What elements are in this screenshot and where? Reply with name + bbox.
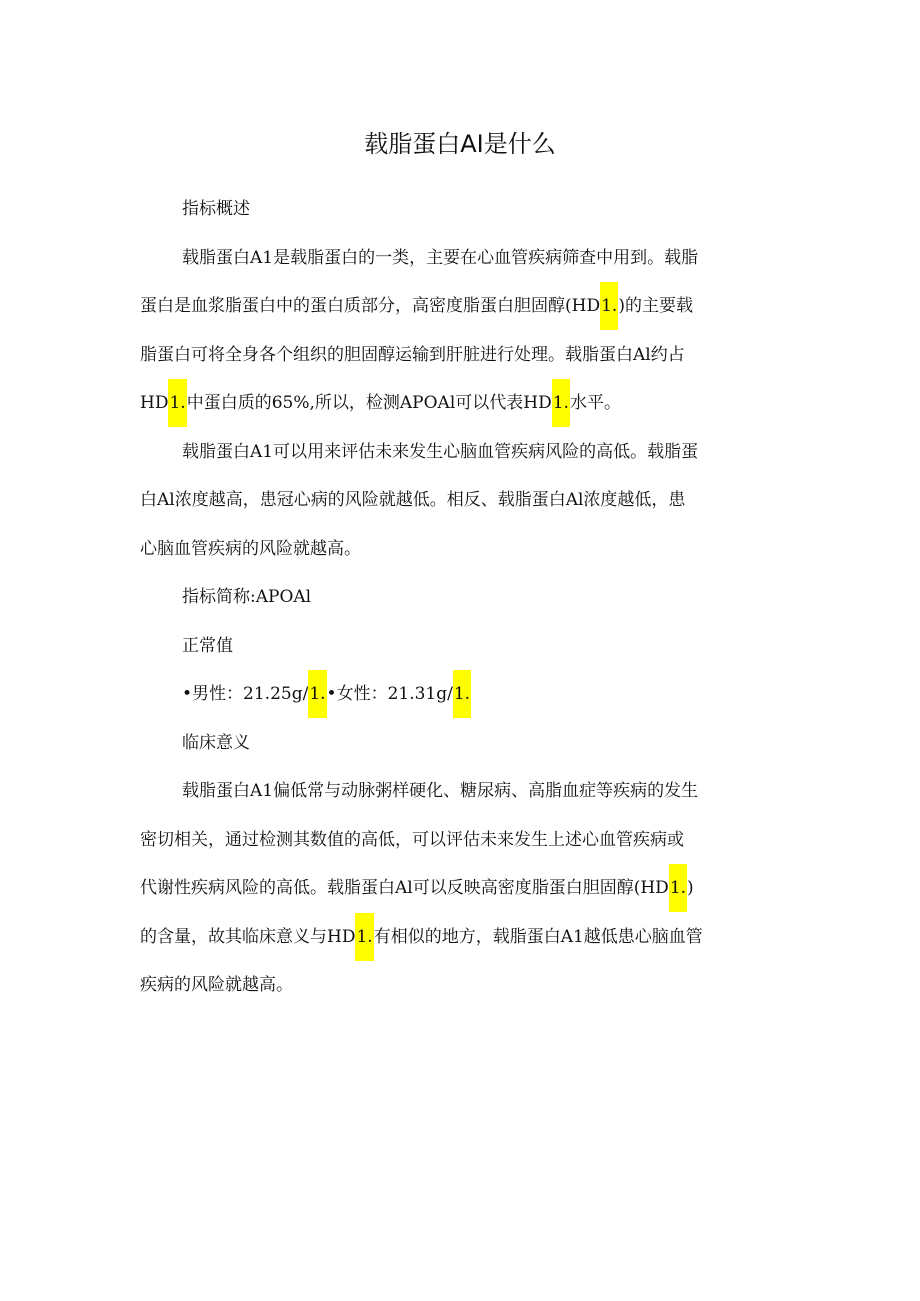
- text-line: 疾病的风险就越高。: [140, 975, 293, 995]
- highlight-mark: 1.: [453, 670, 471, 718]
- text-line: 载脂蛋白A1可以用来评估未来发生心脑血管疾病风险的高低。载脂蛋: [182, 441, 699, 462]
- text-line: [140, 925, 788, 949]
- text-line: [140, 294, 788, 318]
- text-line: [140, 391, 788, 415]
- overview-heading: 指标概述: [182, 199, 250, 219]
- text-line: 载脂蛋白A1偏低常与动脉粥样硬化、糖尿病、高脂血症等疾病的发生: [182, 781, 699, 801]
- text-span: HD: [140, 393, 169, 413]
- text-line: 密切相关，通过检测其数值的高低，可以评估未来发生上述心血管疾病或: [140, 829, 684, 850]
- male-value: •男性：21.25g/: [182, 684, 309, 704]
- paragraph-assessment: [140, 440, 788, 561]
- highlight-mark: 1.: [355, 913, 373, 961]
- text-line: [140, 876, 788, 900]
- normal-values-line: [140, 682, 788, 706]
- paragraph-clinical: [140, 779, 788, 997]
- text-span: 中蛋白质的65%,所以，检测APOAl可以代表HD: [186, 393, 552, 413]
- highlight-mark: 1.: [552, 379, 570, 427]
- text-span: 的含量，故其临床意义与HD: [140, 926, 356, 947]
- text-span: ): [687, 878, 694, 898]
- text-span: 有相似的地方，载脂蛋白A1越低患心脑血管: [373, 926, 703, 947]
- text-line: 脂蛋白可将全身各个组织的胆固醇运输到肝脏进行处理。载脂蛋白Al约占: [140, 344, 685, 365]
- abbreviation-line: 指标简称:APOAl: [182, 587, 312, 607]
- highlight-mark: 1.: [308, 670, 326, 718]
- clinical-heading: 临床意义: [182, 732, 250, 753]
- text-span: )的主要载: [618, 296, 693, 316]
- text-span: 蛋白是血浆脂蛋白中的蛋白质部分，高密度脂蛋白胆固醇(HD: [140, 296, 601, 316]
- page-title: 载脂蛋白AI是什么: [364, 130, 556, 158]
- text-line: 载脂蛋白A1是载脂蛋白的一类，主要在心血管疾病筛查中用到。载脂: [182, 247, 699, 268]
- paragraph-overview: [140, 246, 788, 416]
- highlight-mark: 1.: [669, 864, 687, 912]
- text-line: 白Al浓度越高，患冠心病的风险就越低。相反、载脂蛋白Al浓度越低，患: [140, 490, 686, 510]
- highlight-mark: 1.: [168, 379, 186, 427]
- normal-value-heading: 正常值: [182, 635, 233, 656]
- female-value: •女性：21.31g/: [326, 684, 453, 704]
- text-span: 代谢性疾病风险的高低。载脂蛋白Al可以反映高密度脂蛋白胆固醇(HD: [140, 878, 669, 898]
- highlight-mark: 1.: [600, 282, 618, 330]
- document-body: [140, 197, 788, 997]
- text-line: 心脑血管疾病的风险就越高。: [140, 538, 361, 559]
- text-span: 水平。: [569, 393, 621, 413]
